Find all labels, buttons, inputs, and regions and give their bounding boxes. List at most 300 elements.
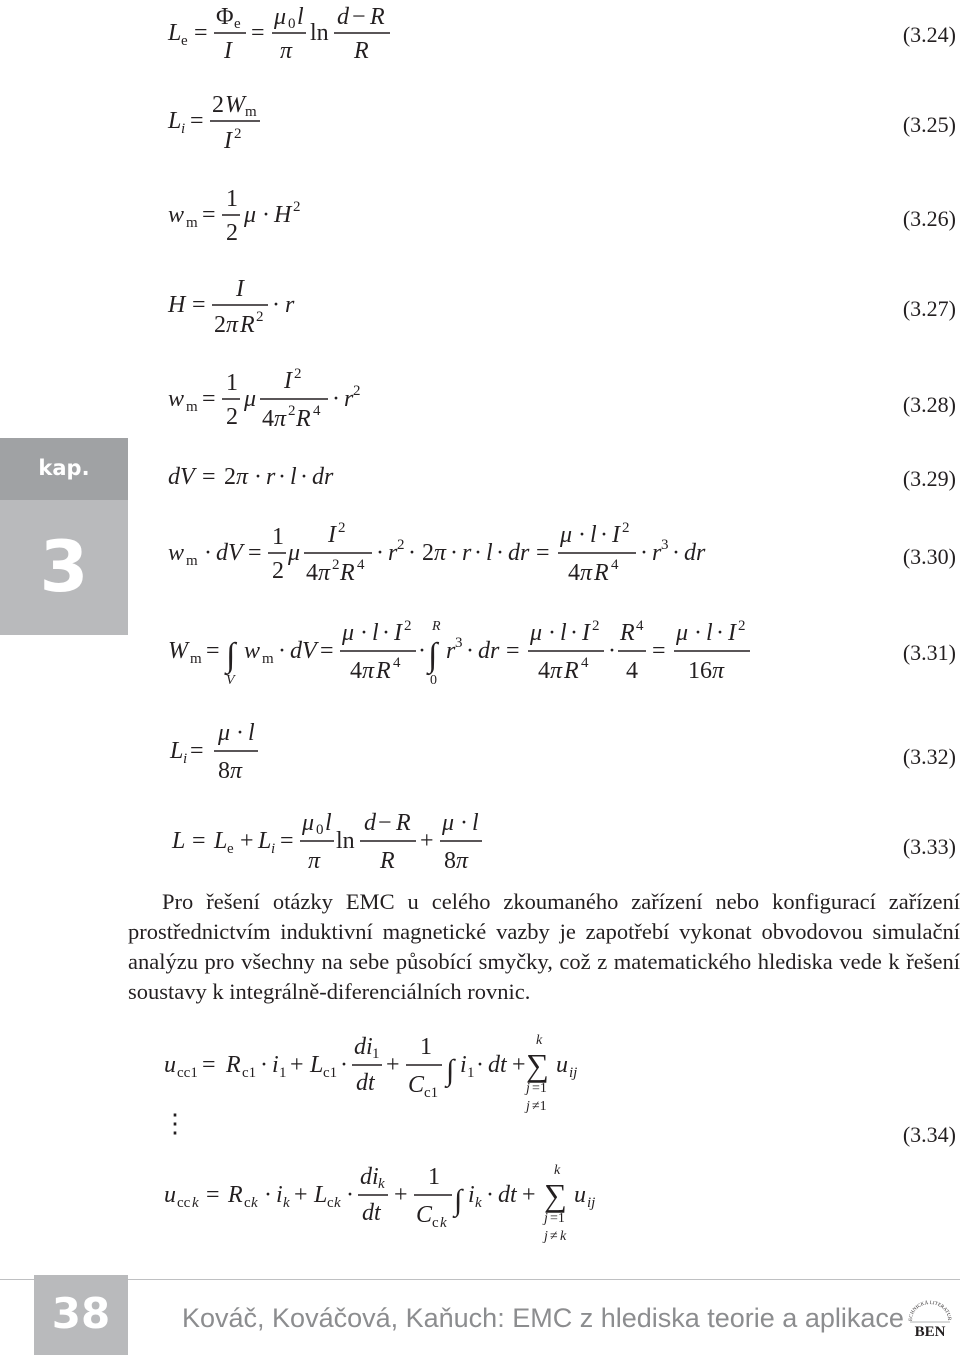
svg-text:2: 2 <box>272 558 284 584</box>
equation-3-25-formula <box>0 88 760 168</box>
equation-3-33 <box>0 800 960 880</box>
svg-text:4: 4 <box>357 557 365 573</box>
svg-text:d: d <box>364 810 376 836</box>
svg-text:μ: μ <box>274 4 287 30</box>
svg-text:μ: μ <box>218 720 231 746</box>
svg-text:cc: cc <box>177 1195 191 1211</box>
svg-text:k: k <box>475 1195 482 1211</box>
svg-text:r: r <box>462 540 472 566</box>
svg-text:π: π <box>280 38 293 64</box>
svg-text:m: m <box>245 104 257 120</box>
svg-text:m: m <box>186 215 198 231</box>
svg-text:i: i <box>271 841 276 857</box>
page-number-box <box>34 1275 128 1355</box>
svg-text:4: 4 <box>568 560 580 586</box>
svg-text:·: · <box>578 522 586 548</box>
svg-text:R: R <box>296 406 311 432</box>
svg-text:2: 2 <box>592 618 600 634</box>
svg-text:π: π <box>274 406 287 432</box>
svg-text:V: V <box>226 673 235 688</box>
svg-text:H: H <box>168 292 186 318</box>
svg-text:dt: dt <box>362 1200 381 1226</box>
svg-text:L: L <box>168 20 182 46</box>
svg-text:·: · <box>300 464 308 490</box>
svg-text:·: · <box>418 638 426 664</box>
svg-text:dt: dt <box>488 1052 507 1078</box>
svg-text:16: 16 <box>688 658 712 684</box>
svg-text:e: e <box>234 16 241 32</box>
svg-text:=: = <box>190 738 204 764</box>
svg-text:i: i <box>272 1052 279 1078</box>
svg-text:·: · <box>332 386 340 412</box>
svg-text:π: π <box>712 658 725 684</box>
equation-3-24 <box>0 0 960 80</box>
svg-text:+: + <box>512 1052 526 1078</box>
svg-text:=: = <box>206 638 220 664</box>
svg-text:c1: c1 <box>323 1065 338 1081</box>
svg-text:∫: ∫ <box>428 637 438 674</box>
svg-text:π: π <box>226 312 239 338</box>
svg-text:R: R <box>432 619 441 634</box>
svg-text:=: = <box>536 540 550 566</box>
svg-text:m: m <box>190 651 202 667</box>
svg-text:I: I <box>612 522 620 548</box>
svg-text:−: − <box>352 4 366 30</box>
svg-text:=: = <box>652 638 666 664</box>
svg-text:k: k <box>378 1176 385 1192</box>
svg-text:2: 2 <box>226 404 238 430</box>
svg-text:2: 2 <box>738 618 746 634</box>
svg-text:j: j <box>544 1211 548 1226</box>
publisher-logo <box>906 1298 954 1342</box>
svg-text:=1: =1 <box>550 1211 565 1226</box>
svg-text:i: i <box>183 751 188 767</box>
svg-text:4: 4 <box>313 403 321 419</box>
svg-text:2: 2 <box>256 309 264 325</box>
svg-text:u: u <box>556 1052 568 1078</box>
svg-text:l: l <box>472 810 479 836</box>
svg-text:L: L <box>170 738 184 764</box>
body-paragraph-text: Pro řešení otázky EMC u celého zkoumaného zařízení nebo konfigurací zařízení prostřednictvím induktivní magnetické vazby je zapotřebí vykonat obvodovou simulační analýzu pro všechny na sebe působící smyčky, což z matematického hlediska vede k řešení soustavy k integrálně-diferenciálních rovnic. <box>128 889 960 1004</box>
svg-text:4: 4 <box>581 655 589 671</box>
svg-text:∑: ∑ <box>544 1177 567 1213</box>
svg-text:=: = <box>192 828 206 854</box>
svg-text:·: · <box>340 1052 348 1078</box>
svg-text:2: 2 <box>338 520 346 536</box>
svg-text:dr: dr <box>684 540 706 566</box>
svg-text:2: 2 <box>397 537 405 553</box>
svg-text:μ: μ <box>342 620 355 646</box>
equation-3-32-formula <box>0 712 760 792</box>
svg-text:π: π <box>308 848 321 874</box>
equation-3-32 <box>0 712 960 792</box>
equation-3-26 <box>0 180 960 255</box>
svg-text:∫: ∫ <box>454 1184 463 1217</box>
svg-text:R: R <box>376 658 391 684</box>
svg-text:1: 1 <box>467 1065 475 1081</box>
svg-text:μ: μ <box>676 620 689 646</box>
svg-text:TECHNICKÁ LITERATURA: ECHNICKÁ LITERATUR <box>908 1300 952 1322</box>
svg-text:·: · <box>640 540 648 566</box>
equation-3-31-formula <box>128 610 888 695</box>
svg-text:dV: dV <box>290 638 317 664</box>
svg-text:2: 2 <box>234 126 242 142</box>
svg-text:4: 4 <box>262 406 274 432</box>
svg-text:R: R <box>228 1182 243 1208</box>
svg-text:·: · <box>694 620 702 646</box>
equation-3-30 <box>0 512 960 597</box>
svg-text:l: l <box>297 4 304 30</box>
svg-text:m: m <box>262 651 274 667</box>
svg-text:≠: ≠ <box>550 1229 558 1244</box>
svg-text:R: R <box>620 620 635 646</box>
equation-3-28 <box>0 362 960 442</box>
svg-text:l: l <box>290 464 297 490</box>
svg-text:+: + <box>290 1052 304 1078</box>
svg-text:e: e <box>227 841 234 857</box>
svg-text:4: 4 <box>306 560 318 586</box>
svg-text:R: R <box>354 38 369 64</box>
svg-text:dr: dr <box>312 464 334 490</box>
svg-text:0: 0 <box>316 822 324 838</box>
svg-text:j: j <box>544 1229 548 1244</box>
svg-text:r: r <box>446 638 456 664</box>
svg-text:·: · <box>278 464 286 490</box>
equation-3-24-formula <box>0 0 760 80</box>
svg-text:R: R <box>380 848 395 874</box>
equation-3-33-formula <box>0 800 760 880</box>
svg-text:R: R <box>396 810 411 836</box>
svg-text:·: · <box>476 1052 484 1078</box>
equation-3-33-number: (3.33) <box>902 834 956 859</box>
svg-text:·: · <box>408 540 416 566</box>
equation-3-30-number: (3.30) <box>902 544 956 569</box>
svg-text:π: π <box>434 540 447 566</box>
svg-text:·: · <box>264 1182 272 1208</box>
svg-text:=: = <box>202 1052 216 1078</box>
svg-text:·: · <box>272 292 280 318</box>
svg-text:d: d <box>337 4 349 30</box>
svg-text:π: π <box>318 560 331 586</box>
svg-text:=: = <box>202 464 216 490</box>
svg-text:R: R <box>226 1052 241 1078</box>
equation-3-29-formula <box>0 458 760 498</box>
svg-text:·: · <box>600 522 608 548</box>
svg-text:r: r <box>266 464 276 490</box>
svg-text:2: 2 <box>353 383 361 399</box>
svg-text:1: 1 <box>372 1046 380 1062</box>
equation-3-25 <box>0 88 960 168</box>
equation-3-29 <box>0 458 960 498</box>
svg-text:=1: =1 <box>532 1081 547 1096</box>
svg-text:l: l <box>248 720 255 746</box>
svg-text:·: · <box>254 464 262 490</box>
svg-text:c: c <box>244 1195 251 1211</box>
svg-text:+: + <box>386 1052 400 1078</box>
svg-text:2: 2 <box>293 199 301 215</box>
svg-text:+: + <box>394 1182 408 1208</box>
svg-text:·: · <box>360 620 368 646</box>
equation-3-32-number: (3.32) <box>902 744 956 769</box>
svg-text:l: l <box>560 620 567 646</box>
svg-text:I: I <box>224 128 232 154</box>
svg-text:Φ: Φ <box>216 4 234 30</box>
chapter-tab-number: 3 <box>39 526 89 608</box>
svg-text:π: π <box>236 464 249 490</box>
equation-3-27-number: (3.27) <box>902 296 956 321</box>
svg-text:l: l <box>372 620 379 646</box>
svg-text:μ: μ <box>560 522 573 548</box>
svg-text:3: 3 <box>661 537 669 553</box>
svg-text:L: L <box>214 828 228 854</box>
svg-text:2: 2 <box>622 520 630 536</box>
svg-text:r: r <box>388 540 398 566</box>
svg-text:∫: ∫ <box>226 637 236 674</box>
equation-3-25-number: (3.25) <box>902 112 956 137</box>
svg-text:∑: ∑ <box>526 1047 549 1083</box>
svg-text:l: l <box>486 540 493 566</box>
svg-text:I: I <box>582 620 590 646</box>
equation-3-29-number: (3.29) <box>902 466 956 491</box>
svg-text:μ: μ <box>244 386 257 412</box>
svg-text:i: i <box>460 1052 467 1078</box>
page-number: 38 <box>51 1289 111 1338</box>
svg-text:2: 2 <box>294 366 302 382</box>
svg-text:4: 4 <box>350 658 362 684</box>
svg-text:w: w <box>168 202 185 228</box>
body-paragraph <box>128 887 960 1007</box>
svg-text:1: 1 <box>279 1065 287 1081</box>
svg-text:·: · <box>382 620 390 646</box>
svg-text:·: · <box>548 620 556 646</box>
svg-text:0: 0 <box>288 16 296 32</box>
svg-text:8: 8 <box>218 758 230 784</box>
svg-text:+: + <box>522 1182 536 1208</box>
svg-text:I: I <box>236 276 244 302</box>
svg-text:=: = <box>251 20 265 46</box>
svg-text:=: = <box>506 638 520 664</box>
svg-text:k: k <box>192 1195 199 1211</box>
svg-text:2: 2 <box>288 403 296 419</box>
svg-text:W: W <box>168 638 188 664</box>
equation-3-27-formula <box>0 270 760 345</box>
svg-text:I: I <box>728 620 736 646</box>
svg-text:i: i <box>181 121 186 137</box>
equation-3-27 <box>0 270 960 345</box>
chapter-tab-label: kap. <box>38 456 90 480</box>
svg-text:i: i <box>468 1182 475 1208</box>
svg-text:di: di <box>354 1034 373 1060</box>
svg-text:r: r <box>652 540 662 566</box>
svg-text:2: 2 <box>404 618 412 634</box>
svg-text:m: m <box>186 399 198 415</box>
svg-text:π: π <box>550 658 563 684</box>
svg-text:·: · <box>672 540 680 566</box>
svg-text:=: = <box>202 202 216 228</box>
svg-text:·: · <box>460 810 468 836</box>
svg-text:0: 0 <box>430 673 437 688</box>
svg-text:j: j <box>526 1081 530 1096</box>
svg-text:R: R <box>240 312 255 338</box>
svg-text:·: · <box>278 638 286 664</box>
svg-text:4: 4 <box>636 618 644 634</box>
svg-text:I: I <box>224 38 232 64</box>
equation-3-31 <box>0 610 960 695</box>
book-title: Kováč, Kováčová, Kaňuch: EMC z hlediska teorie a aplikace <box>182 1303 904 1333</box>
svg-text:·: · <box>450 540 458 566</box>
svg-text:·: · <box>570 620 578 646</box>
equation-3-24-number: (3.24) <box>902 22 956 47</box>
svg-text:μ: μ <box>288 540 301 566</box>
svg-text:L: L <box>314 1182 328 1208</box>
svg-text:I: I <box>284 368 292 394</box>
svg-text:L: L <box>172 828 186 854</box>
svg-text:·: · <box>474 540 482 566</box>
equation-3-34-formula <box>0 1030 760 1260</box>
svg-text:μ: μ <box>244 202 257 228</box>
svg-text:·: · <box>262 202 270 228</box>
svg-text:k: k <box>560 1229 567 1244</box>
equation-3-28-number: (3.28) <box>902 392 956 417</box>
footer-rule <box>0 1279 960 1280</box>
svg-text:k: k <box>283 1195 290 1211</box>
svg-text:u: u <box>574 1182 586 1208</box>
svg-text:m: m <box>186 553 198 569</box>
svg-text:1: 1 <box>226 370 238 396</box>
svg-text:+: + <box>294 1182 308 1208</box>
svg-text:dV: dV <box>168 464 195 490</box>
svg-text:di: di <box>360 1164 379 1190</box>
svg-text:−: − <box>378 810 392 836</box>
svg-text:·: · <box>486 1182 494 1208</box>
svg-text:3: 3 <box>455 635 463 651</box>
svg-text:=: = <box>206 1182 220 1208</box>
svg-text:·: · <box>236 720 244 746</box>
svg-text:+: + <box>420 828 434 854</box>
svg-text:+: + <box>240 828 254 854</box>
svg-text:π: π <box>362 658 375 684</box>
equation-3-30-formula <box>128 512 888 597</box>
svg-text:j: j <box>526 1099 530 1114</box>
equation-3-34 <box>0 1030 960 1260</box>
svg-text:R: R <box>594 560 609 586</box>
svg-text:2: 2 <box>332 557 340 573</box>
svg-text:=: = <box>190 108 204 134</box>
svg-text:=: = <box>280 828 294 854</box>
svg-text:·: · <box>346 1182 354 1208</box>
svg-text:c: c <box>327 1195 334 1211</box>
equation-3-26-number: (3.26) <box>902 206 956 231</box>
svg-text:μ: μ <box>442 810 455 836</box>
svg-text:·: · <box>716 620 724 646</box>
svg-text:w: w <box>244 638 261 664</box>
svg-text:=: = <box>320 638 334 664</box>
svg-text:1: 1 <box>420 1034 432 1060</box>
svg-text:dr: dr <box>478 638 500 664</box>
svg-text:cc1: cc1 <box>177 1065 198 1081</box>
svg-text:e: e <box>181 33 188 49</box>
svg-text:u: u <box>164 1052 176 1078</box>
svg-text:=: = <box>194 20 208 46</box>
equation-3-31-number: (3.31) <box>902 640 956 665</box>
equation-3-26-formula <box>0 180 760 255</box>
svg-text:π: π <box>456 848 469 874</box>
svg-text:k: k <box>554 1163 561 1178</box>
svg-text:r: r <box>344 386 354 412</box>
svg-text:R: R <box>370 4 385 30</box>
svg-text:l: l <box>706 620 713 646</box>
svg-text:l: l <box>325 810 332 836</box>
svg-text:ij: ij <box>569 1065 578 1081</box>
svg-text:C: C <box>408 1072 425 1098</box>
svg-text:dt: dt <box>498 1182 517 1208</box>
svg-text:=: = <box>192 292 206 318</box>
svg-text:·: · <box>496 540 504 566</box>
svg-text:l: l <box>590 522 597 548</box>
svg-text:2: 2 <box>224 464 236 490</box>
svg-text:∫: ∫ <box>446 1054 455 1087</box>
svg-text:ij: ij <box>587 1195 596 1211</box>
svg-text:≠1: ≠1 <box>532 1099 547 1114</box>
svg-text:π: π <box>230 758 243 784</box>
vertical-ellipsis: ⋮ <box>162 1109 188 1138</box>
svg-text:·: · <box>260 1052 268 1078</box>
svg-text:·: · <box>376 540 384 566</box>
svg-text:2: 2 <box>226 220 238 246</box>
svg-text:μ: μ <box>302 810 315 836</box>
svg-text:c1: c1 <box>424 1085 439 1101</box>
svg-text:L: L <box>310 1052 324 1078</box>
svg-text:I: I <box>328 522 336 548</box>
svg-text:4: 4 <box>538 658 550 684</box>
svg-text:2: 2 <box>212 92 224 118</box>
svg-text:w: w <box>168 540 185 566</box>
svg-text:μ: μ <box>530 620 543 646</box>
svg-text:c: c <box>432 1215 439 1231</box>
svg-text:=: = <box>202 386 216 412</box>
svg-text:L: L <box>168 108 182 134</box>
svg-text:L: L <box>258 828 272 854</box>
svg-text:·: · <box>608 638 616 664</box>
svg-text:I: I <box>394 620 402 646</box>
svg-text:k: k <box>334 1195 341 1211</box>
equation-3-28-formula <box>0 362 760 442</box>
svg-text:=: = <box>248 540 262 566</box>
svg-text:C: C <box>416 1202 433 1228</box>
svg-text:w: w <box>168 386 185 412</box>
svg-text:i: i <box>276 1182 283 1208</box>
svg-text:·: · <box>204 540 212 566</box>
svg-text:1: 1 <box>272 524 284 550</box>
svg-text:ln: ln <box>336 828 355 854</box>
equation-3-34-number: (3.34) <box>902 1122 956 1147</box>
svg-text:·: · <box>466 638 474 664</box>
svg-text:8: 8 <box>444 848 456 874</box>
svg-text:4: 4 <box>393 655 401 671</box>
svg-text:dt: dt <box>356 1070 375 1096</box>
svg-text:π: π <box>580 560 593 586</box>
svg-text:c1: c1 <box>242 1065 257 1081</box>
svg-text:2: 2 <box>422 540 434 566</box>
svg-text:H: H <box>274 202 292 228</box>
svg-text:u: u <box>164 1182 176 1208</box>
svg-text:1: 1 <box>226 186 238 212</box>
svg-text:r: r <box>285 292 295 318</box>
svg-text:k: k <box>440 1215 447 1231</box>
svg-text:k: k <box>536 1033 543 1048</box>
svg-text:1: 1 <box>428 1164 440 1190</box>
svg-text:4: 4 <box>611 557 619 573</box>
